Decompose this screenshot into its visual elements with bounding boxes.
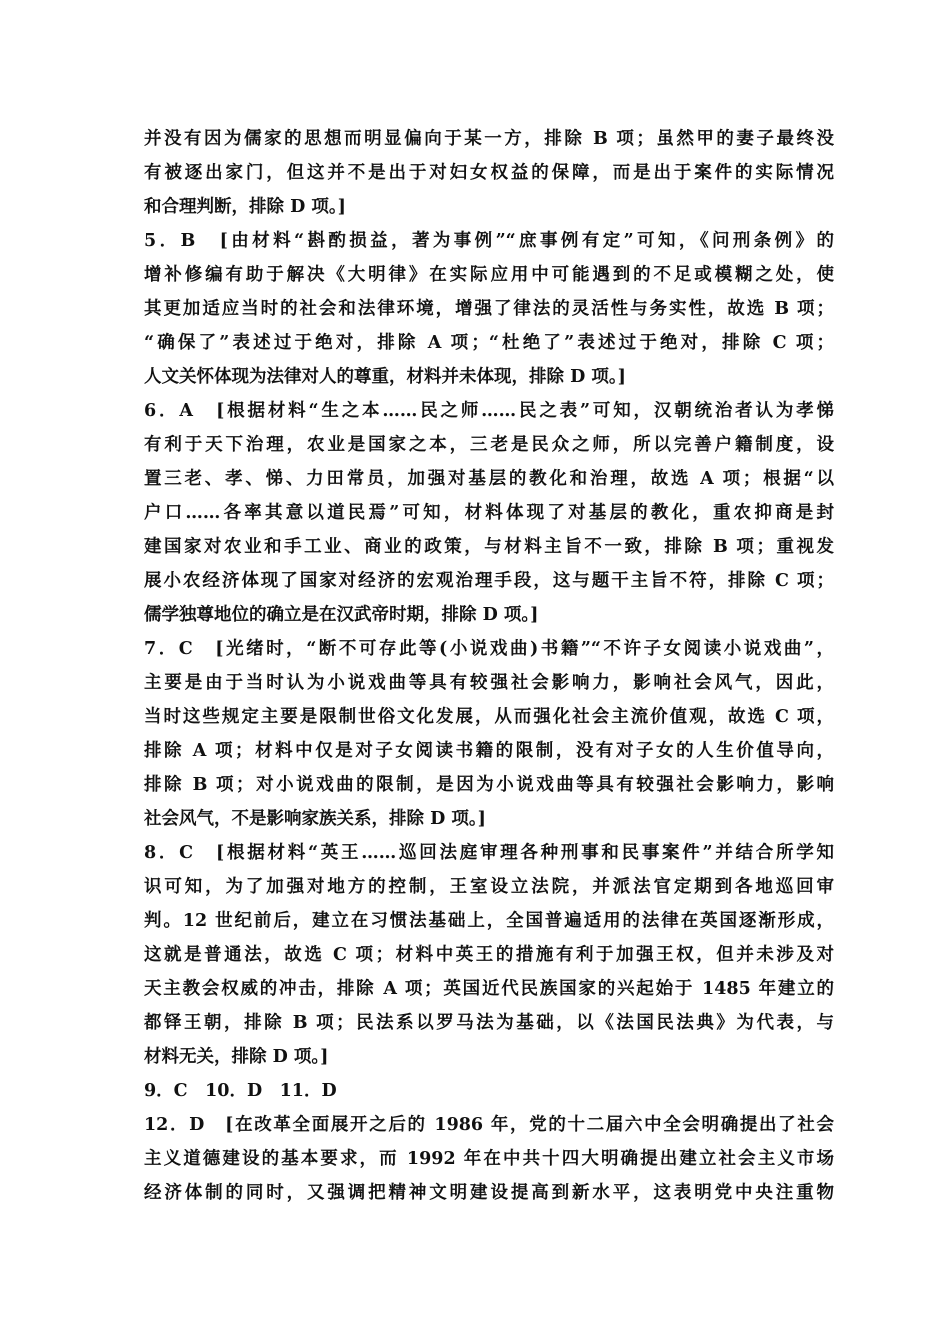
text-line: 8．C [根据材料“英王……巡回法庭审理各种刑事和民事案件”并结合所学知 bbox=[144, 843, 834, 863]
text-line: 经济体制的同时，又强调把精神文明建设提高到新水平，这表明党中央注重物 bbox=[144, 1183, 834, 1203]
text-line: 建国家对农业和手工业、商业的政策，与材料主旨不一致，排除 B 项；重视发 bbox=[144, 537, 834, 557]
text-line: 6．A [根据材料“生之本……民之师……民之表”可知，汉朝统治者认为孝悌 bbox=[144, 401, 834, 421]
text-line: 7．C [光绪时，“断不可存此等(小说戏曲)书籍”“不许子女阅读小说戏曲”， bbox=[144, 639, 834, 659]
text-line: 并没有因为儒家的思想而明显偏向于某一方，排除 B 项；虽然甲的妻子最终没 bbox=[144, 129, 834, 149]
text-line: 主要是由于当时认为小说戏曲等具有较强社会影响力，影响社会风气，因此， bbox=[144, 673, 834, 693]
text-line: 社会风气，不是影响家族关系，排除 D 项。] bbox=[144, 809, 486, 829]
text-line: 置三老、孝、悌、力田常员，加强对基层的教化和治理，故选 A 项；根据“以 bbox=[144, 469, 834, 489]
text-line: 其更加适应当时的社会和法律环境，增强了律法的灵活性与务实性，故选 B 项； bbox=[144, 299, 834, 319]
text-line: 有被逐出家门，但这并不是出于对妇女权益的保障，而是出于案件的实际情况 bbox=[144, 163, 834, 183]
text-line: 天主教会权威的冲击，排除 A 项；英国近代民族国家的兴起始于 1485 年建立的 bbox=[144, 979, 834, 999]
text-line: 这就是普通法，故选 C 项；材料中英王的措施有利于加强王权，但并未涉及对 bbox=[144, 945, 834, 965]
text-line: 人文关怀体现为法律对人的尊重，材料并未体现，排除 D 项。] bbox=[144, 367, 626, 387]
text-line: 和合理判断，排除 D 项。] bbox=[144, 197, 346, 217]
text-line: 排除 B 项；对小说戏曲的限制，是因为小说戏曲等具有较强社会影响力，影响 bbox=[144, 775, 834, 795]
text-line: 有利于天下治理，农业是国家之本，三老是民众之师，所以完善户籍制度，设 bbox=[144, 435, 834, 455]
text-line: 12．D [在改革全面展开之后的 1986 年，党的十二届六中全会明确提出了社会 bbox=[144, 1115, 834, 1135]
text-line: 儒学独尊地位的确立是在汉武帝时期，排除 D 项。] bbox=[144, 605, 539, 625]
text-line: 展小农经济体现了国家对经济的宏观治理手段，这与题干主旨不符，排除 C 项； bbox=[144, 571, 834, 591]
text-line: 主义道德建设的基本要求，而 1992 年在中共十四大明确提出建立社会主义市场 bbox=[144, 1149, 834, 1169]
text-line: “确保了”表述过于绝对，排除 A 项；“杜绝了”表述过于绝对，排除 C 项； bbox=[144, 333, 834, 353]
text-line: 识可知，为了加强对地方的控制，王室设立法院，并派法官定期到各地巡回审 bbox=[144, 877, 834, 897]
text-line: 9．C 10．D 11．D bbox=[144, 1081, 337, 1101]
answer-explanation-text bbox=[144, 122, 834, 1210]
text-line: 增补修编有助于解决《大明律》在实际应用中可能遇到的不足或模糊之处，使 bbox=[144, 265, 834, 285]
text-line: 都铎王朝，排除 B 项；民法系以罗马法为基础，以《法国民法典》为代表，与 bbox=[144, 1013, 834, 1033]
text-line: 当时这些规定主要是限制世俗文化发展，从而强化社会主流价值观，故选 C 项， bbox=[144, 707, 834, 727]
text-line: 材料无关，排除 D 项。] bbox=[144, 1047, 329, 1067]
text-line: 判。12 世纪前后，建立在习惯法基础上，全国普遍适用的法律在英国逐渐形成， bbox=[144, 911, 834, 931]
text-line: 户口……各率其意以道民焉”可知，材料体现了对基层的教化，重农抑商是封 bbox=[144, 503, 834, 523]
text-line: 排除 A 项；材料中仅是对子女阅读书籍的限制，没有对子女的人生价值导向， bbox=[144, 741, 834, 761]
text-line: 5．B [由材料“斟酌损益，著为事例”“庶事例有定”可知，《问刑条例》的 bbox=[144, 231, 834, 251]
